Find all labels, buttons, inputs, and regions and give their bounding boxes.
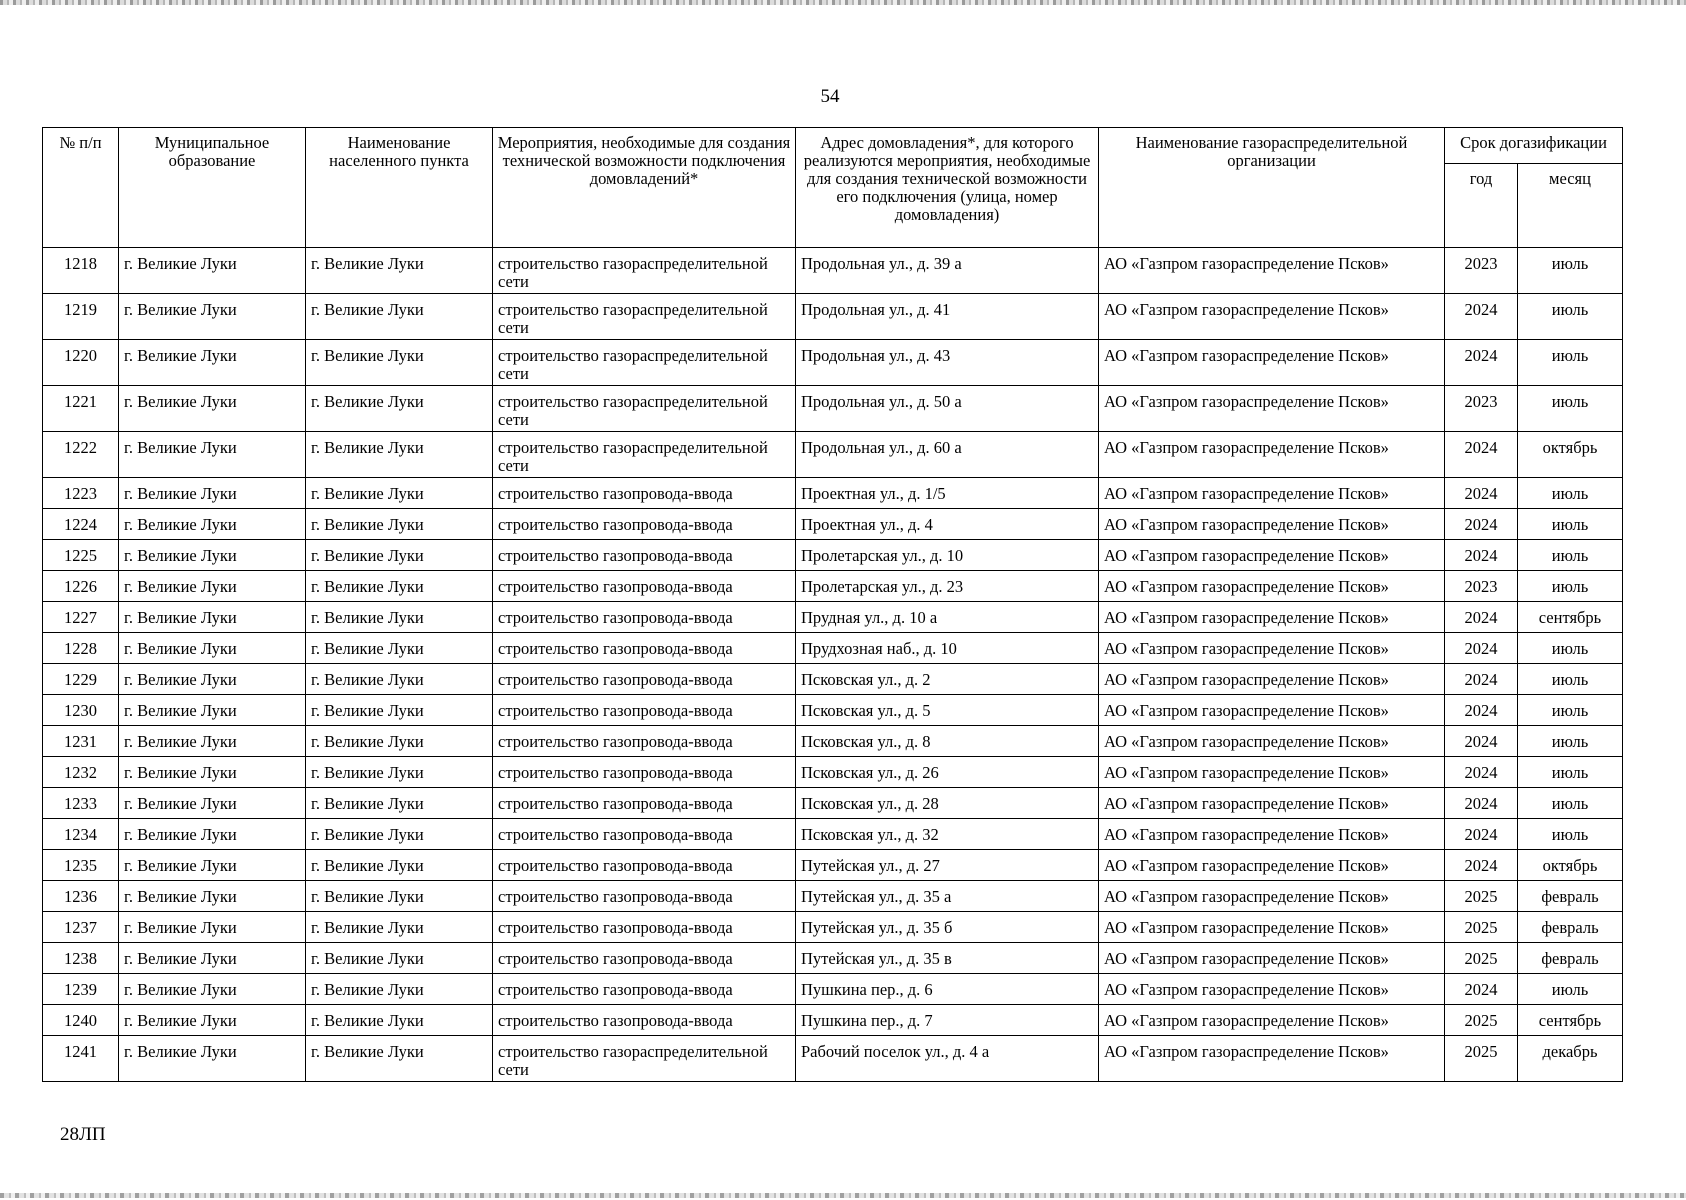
cell-measure: строительство газопровода-ввода: [493, 912, 796, 943]
header-address: Адрес домовладения*, для которого реализуются мероприятия, необходимые для создания технической возможности его подключения (улица, номер домовладения): [796, 128, 1099, 248]
cell-measure: строительство газопровода-ввода: [493, 881, 796, 912]
cell-month: июль: [1518, 726, 1623, 757]
cell-address: Пролетарская ул., д. 10: [796, 540, 1099, 571]
table-row: [43, 726, 1623, 757]
table-row: [43, 819, 1623, 850]
cell-locality: г. Великие Луки: [306, 819, 493, 850]
cell-locality: г. Великие Луки: [306, 1036, 493, 1082]
cell-measure: строительство газопровода-ввода: [493, 1005, 796, 1036]
cell-address: Продольная ул., д. 60 а: [796, 432, 1099, 478]
table-row: [43, 432, 1623, 478]
table-row: [43, 571, 1623, 602]
cell-month: июль: [1518, 974, 1623, 1005]
table-row: [43, 1005, 1623, 1036]
cell-locality: г. Великие Луки: [306, 726, 493, 757]
cell-organization: АО «Газпром газораспределение Псков»: [1099, 248, 1445, 294]
page-number: 54: [820, 86, 840, 107]
table-row: [43, 664, 1623, 695]
cell-year: 2024: [1445, 602, 1518, 633]
cell-year: 2024: [1445, 850, 1518, 881]
cell-num: 1223: [43, 478, 119, 509]
cell-locality: г. Великие Луки: [306, 602, 493, 633]
cell-locality: г. Великие Луки: [306, 540, 493, 571]
cell-measure: строительство газораспределительной сети: [493, 248, 796, 294]
cell-measure: строительство газопровода-ввода: [493, 943, 796, 974]
cell-year: 2024: [1445, 509, 1518, 540]
cell-municipality: г. Великие Луки: [119, 881, 306, 912]
cell-address: Продольная ул., д. 39 а: [796, 248, 1099, 294]
cell-measure: строительство газопровода-ввода: [493, 695, 796, 726]
cell-month: июль: [1518, 340, 1623, 386]
header-num: № п/п: [43, 128, 119, 248]
cell-num: 1219: [43, 294, 119, 340]
cell-organization: АО «Газпром газораспределение Псков»: [1099, 695, 1445, 726]
cell-measure: строительство газопровода-ввода: [493, 540, 796, 571]
table-row: [43, 602, 1623, 633]
table-row: [43, 509, 1623, 540]
cell-municipality: г. Великие Луки: [119, 432, 306, 478]
cell-num: 1232: [43, 757, 119, 788]
header-year: год: [1445, 164, 1518, 248]
table-row: [43, 912, 1623, 943]
cell-year: 2024: [1445, 974, 1518, 1005]
cell-month: февраль: [1518, 912, 1623, 943]
cell-address: Псковская ул., д. 26: [796, 757, 1099, 788]
cell-month: июль: [1518, 788, 1623, 819]
cell-address: Пушкина пер., д. 7: [796, 1005, 1099, 1036]
cell-num: 1222: [43, 432, 119, 478]
cell-municipality: г. Великие Луки: [119, 726, 306, 757]
cell-organization: АО «Газпром газораспределение Псков»: [1099, 386, 1445, 432]
cell-measure: строительство газопровода-ввода: [493, 571, 796, 602]
cell-municipality: г. Великие Луки: [119, 1036, 306, 1082]
cell-year: 2025: [1445, 1036, 1518, 1082]
cell-month: октябрь: [1518, 850, 1623, 881]
cell-measure: строительство газопровода-ввода: [493, 726, 796, 757]
header-organization: Наименование газораспределительной организации: [1099, 128, 1445, 248]
cell-month: июль: [1518, 664, 1623, 695]
cell-address: Проектная ул., д. 4: [796, 509, 1099, 540]
cell-month: июль: [1518, 509, 1623, 540]
cell-address: Псковская ул., д. 8: [796, 726, 1099, 757]
cell-measure: строительство газопровода-ввода: [493, 850, 796, 881]
header-month: месяц: [1518, 164, 1623, 248]
cell-address: Проектная ул., д. 1/5: [796, 478, 1099, 509]
cell-organization: АО «Газпром газораспределение Псков»: [1099, 850, 1445, 881]
cell-address: Пушкина пер., д. 6: [796, 974, 1099, 1005]
footer-code: 28ЛП: [60, 1124, 106, 1145]
cell-locality: г. Великие Луки: [306, 340, 493, 386]
cell-num: 1237: [43, 912, 119, 943]
scan-edge-bottom: [0, 1193, 1686, 1198]
cell-locality: г. Великие Луки: [306, 788, 493, 819]
cell-measure: строительство газопровода-ввода: [493, 664, 796, 695]
cell-measure: строительство газопровода-ввода: [493, 478, 796, 509]
cell-measure: строительство газопровода-ввода: [493, 757, 796, 788]
table-row: [43, 540, 1623, 571]
cell-year: 2024: [1445, 757, 1518, 788]
table-row: [43, 788, 1623, 819]
cell-organization: АО «Газпром газораспределение Псков»: [1099, 788, 1445, 819]
table-row: [43, 974, 1623, 1005]
cell-municipality: г. Великие Луки: [119, 850, 306, 881]
cell-num: 1226: [43, 571, 119, 602]
cell-month: июль: [1518, 757, 1623, 788]
cell-organization: АО «Газпром газораспределение Псков»: [1099, 294, 1445, 340]
cell-municipality: г. Великие Луки: [119, 540, 306, 571]
cell-municipality: г. Великие Луки: [119, 695, 306, 726]
table-row: [43, 1036, 1623, 1082]
cell-locality: г. Великие Луки: [306, 850, 493, 881]
cell-month: июль: [1518, 695, 1623, 726]
cell-locality: г. Великие Луки: [306, 478, 493, 509]
cell-num: 1236: [43, 881, 119, 912]
cell-num: 1220: [43, 340, 119, 386]
cell-address: Псковская ул., д. 2: [796, 664, 1099, 695]
cell-organization: АО «Газпром газораспределение Псков»: [1099, 912, 1445, 943]
cell-month: июль: [1518, 248, 1623, 294]
cell-measure: строительство газораспределительной сети: [493, 294, 796, 340]
cell-year: 2024: [1445, 819, 1518, 850]
scan-edge-top: [0, 0, 1686, 5]
cell-address: Продольная ул., д. 41: [796, 294, 1099, 340]
cell-locality: г. Великие Луки: [306, 386, 493, 432]
cell-month: июль: [1518, 540, 1623, 571]
cell-address: Псковская ул., д. 32: [796, 819, 1099, 850]
cell-measure: строительство газораспределительной сети: [493, 340, 796, 386]
cell-num: 1231: [43, 726, 119, 757]
cell-year: 2024: [1445, 478, 1518, 509]
table-row: [43, 248, 1623, 294]
cell-organization: АО «Газпром газораспределение Псков»: [1099, 757, 1445, 788]
cell-address: Псковская ул., д. 5: [796, 695, 1099, 726]
cell-municipality: г. Великие Луки: [119, 788, 306, 819]
cell-municipality: г. Великие Луки: [119, 1005, 306, 1036]
cell-month: февраль: [1518, 943, 1623, 974]
cell-year: 2023: [1445, 248, 1518, 294]
header-term: Срок догазификации: [1445, 128, 1623, 164]
header-measures: Мероприятия, необходимые для создания технической возможности подключения домовладений*: [493, 128, 796, 248]
cell-organization: АО «Газпром газораспределение Псков»: [1099, 571, 1445, 602]
cell-year: 2023: [1445, 386, 1518, 432]
cell-measure: строительство газопровода-ввода: [493, 974, 796, 1005]
cell-municipality: г. Великие Луки: [119, 571, 306, 602]
cell-month: июль: [1518, 478, 1623, 509]
cell-month: июль: [1518, 294, 1623, 340]
cell-measure: строительство газопровода-ввода: [493, 509, 796, 540]
cell-municipality: г. Великие Луки: [119, 386, 306, 432]
cell-municipality: г. Великие Луки: [119, 478, 306, 509]
cell-organization: АО «Газпром газораспределение Псков»: [1099, 509, 1445, 540]
cell-num: 1218: [43, 248, 119, 294]
cell-municipality: г. Великие Луки: [119, 340, 306, 386]
cell-measure: строительство газопровода-ввода: [493, 602, 796, 633]
gasification-table: [42, 127, 1623, 1082]
cell-organization: АО «Газпром газораспределение Псков»: [1099, 602, 1445, 633]
cell-municipality: г. Великие Луки: [119, 664, 306, 695]
cell-address: Прудхозная наб., д. 10: [796, 633, 1099, 664]
cell-year: 2025: [1445, 881, 1518, 912]
cell-num: 1224: [43, 509, 119, 540]
cell-organization: АО «Газпром газораспределение Псков»: [1099, 974, 1445, 1005]
cell-address: Пролетарская ул., д. 23: [796, 571, 1099, 602]
cell-organization: АО «Газпром газораспределение Псков»: [1099, 432, 1445, 478]
cell-year: 2024: [1445, 695, 1518, 726]
cell-locality: г. Великие Луки: [306, 432, 493, 478]
cell-month: июль: [1518, 819, 1623, 850]
cell-year: 2024: [1445, 540, 1518, 571]
cell-address: Прудная ул., д. 10 а: [796, 602, 1099, 633]
table-row: [43, 757, 1623, 788]
cell-measure: строительство газораспределительной сети: [493, 386, 796, 432]
cell-year: 2024: [1445, 788, 1518, 819]
table-row: [43, 943, 1623, 974]
table-row: [43, 881, 1623, 912]
cell-municipality: г. Великие Луки: [119, 602, 306, 633]
cell-organization: АО «Газпром газораспределение Псков»: [1099, 726, 1445, 757]
cell-measure: строительство газопровода-ввода: [493, 819, 796, 850]
cell-address: Путейская ул., д. 35 в: [796, 943, 1099, 974]
cell-organization: АО «Газпром газораспределение Псков»: [1099, 881, 1445, 912]
table-body: [43, 248, 1623, 1082]
cell-organization: АО «Газпром газораспределение Псков»: [1099, 633, 1445, 664]
cell-month: июль: [1518, 571, 1623, 602]
cell-locality: г. Великие Луки: [306, 571, 493, 602]
cell-address: Путейская ул., д. 35 а: [796, 881, 1099, 912]
table-row: [43, 695, 1623, 726]
cell-address: Продольная ул., д. 50 а: [796, 386, 1099, 432]
cell-municipality: г. Великие Луки: [119, 248, 306, 294]
cell-organization: АО «Газпром газораспределение Псков»: [1099, 664, 1445, 695]
cell-year: 2024: [1445, 340, 1518, 386]
table-row: [43, 386, 1623, 432]
cell-num: 1238: [43, 943, 119, 974]
cell-month: октябрь: [1518, 432, 1623, 478]
table-header: [43, 128, 1623, 248]
cell-locality: г. Великие Луки: [306, 664, 493, 695]
cell-address: Путейская ул., д. 27: [796, 850, 1099, 881]
cell-num: 1239: [43, 974, 119, 1005]
cell-organization: АО «Газпром газораспределение Псков»: [1099, 819, 1445, 850]
cell-num: 1228: [43, 633, 119, 664]
cell-locality: г. Великие Луки: [306, 695, 493, 726]
cell-locality: г. Великие Луки: [306, 509, 493, 540]
header-municipality: Муниципальное образование: [119, 128, 306, 248]
cell-month: сентябрь: [1518, 602, 1623, 633]
cell-num: 1229: [43, 664, 119, 695]
cell-municipality: г. Великие Луки: [119, 943, 306, 974]
table-row: [43, 850, 1623, 881]
cell-address: Продольная ул., д. 43: [796, 340, 1099, 386]
cell-municipality: г. Великие Луки: [119, 974, 306, 1005]
cell-month: июль: [1518, 633, 1623, 664]
cell-organization: АО «Газпром газораспределение Псков»: [1099, 1005, 1445, 1036]
cell-organization: АО «Газпром газораспределение Псков»: [1099, 540, 1445, 571]
cell-num: 1234: [43, 819, 119, 850]
cell-year: 2024: [1445, 294, 1518, 340]
cell-address: Псковская ул., д. 28: [796, 788, 1099, 819]
cell-year: 2025: [1445, 1005, 1518, 1036]
table-row: [43, 294, 1623, 340]
cell-num: 1240: [43, 1005, 119, 1036]
cell-municipality: г. Великие Луки: [119, 912, 306, 943]
cell-month: июль: [1518, 386, 1623, 432]
cell-num: 1225: [43, 540, 119, 571]
cell-organization: АО «Газпром газораспределение Псков»: [1099, 340, 1445, 386]
cell-municipality: г. Великие Луки: [119, 509, 306, 540]
cell-year: 2024: [1445, 432, 1518, 478]
cell-locality: г. Великие Луки: [306, 943, 493, 974]
cell-month: февраль: [1518, 881, 1623, 912]
cell-year: 2024: [1445, 633, 1518, 664]
cell-organization: АО «Газпром газораспределение Псков»: [1099, 1036, 1445, 1082]
cell-locality: г. Великие Луки: [306, 881, 493, 912]
cell-locality: г. Великие Луки: [306, 294, 493, 340]
cell-locality: г. Великие Луки: [306, 248, 493, 294]
cell-municipality: г. Великие Луки: [119, 633, 306, 664]
cell-measure: строительство газораспределительной сети: [493, 1036, 796, 1082]
cell-month: сентябрь: [1518, 1005, 1623, 1036]
cell-num: 1241: [43, 1036, 119, 1082]
table-row: [43, 478, 1623, 509]
cell-locality: г. Великие Луки: [306, 633, 493, 664]
cell-organization: АО «Газпром газораспределение Псков»: [1099, 478, 1445, 509]
cell-num: 1221: [43, 386, 119, 432]
cell-locality: г. Великие Луки: [306, 1005, 493, 1036]
cell-month: декабрь: [1518, 1036, 1623, 1082]
cell-municipality: г. Великие Луки: [119, 294, 306, 340]
cell-num: 1235: [43, 850, 119, 881]
cell-num: 1227: [43, 602, 119, 633]
cell-measure: строительство газопровода-ввода: [493, 788, 796, 819]
table-row: [43, 340, 1623, 386]
cell-locality: г. Великие Луки: [306, 912, 493, 943]
cell-num: 1230: [43, 695, 119, 726]
cell-locality: г. Великие Луки: [306, 974, 493, 1005]
cell-address: Путейская ул., д. 35 б: [796, 912, 1099, 943]
header-locality: Наименование населенного пункта: [306, 128, 493, 248]
cell-municipality: г. Великие Луки: [119, 757, 306, 788]
cell-measure: строительство газораспределительной сети: [493, 432, 796, 478]
cell-locality: г. Великие Луки: [306, 757, 493, 788]
cell-num: 1233: [43, 788, 119, 819]
cell-measure: строительство газопровода-ввода: [493, 633, 796, 664]
cell-year: 2024: [1445, 726, 1518, 757]
cell-year: 2025: [1445, 912, 1518, 943]
cell-year: 2024: [1445, 664, 1518, 695]
cell-year: 2025: [1445, 943, 1518, 974]
cell-municipality: г. Великие Луки: [119, 819, 306, 850]
cell-address: Рабочий поселок ул., д. 4 а: [796, 1036, 1099, 1082]
table-row: [43, 633, 1623, 664]
cell-year: 2023: [1445, 571, 1518, 602]
cell-organization: АО «Газпром газораспределение Псков»: [1099, 943, 1445, 974]
